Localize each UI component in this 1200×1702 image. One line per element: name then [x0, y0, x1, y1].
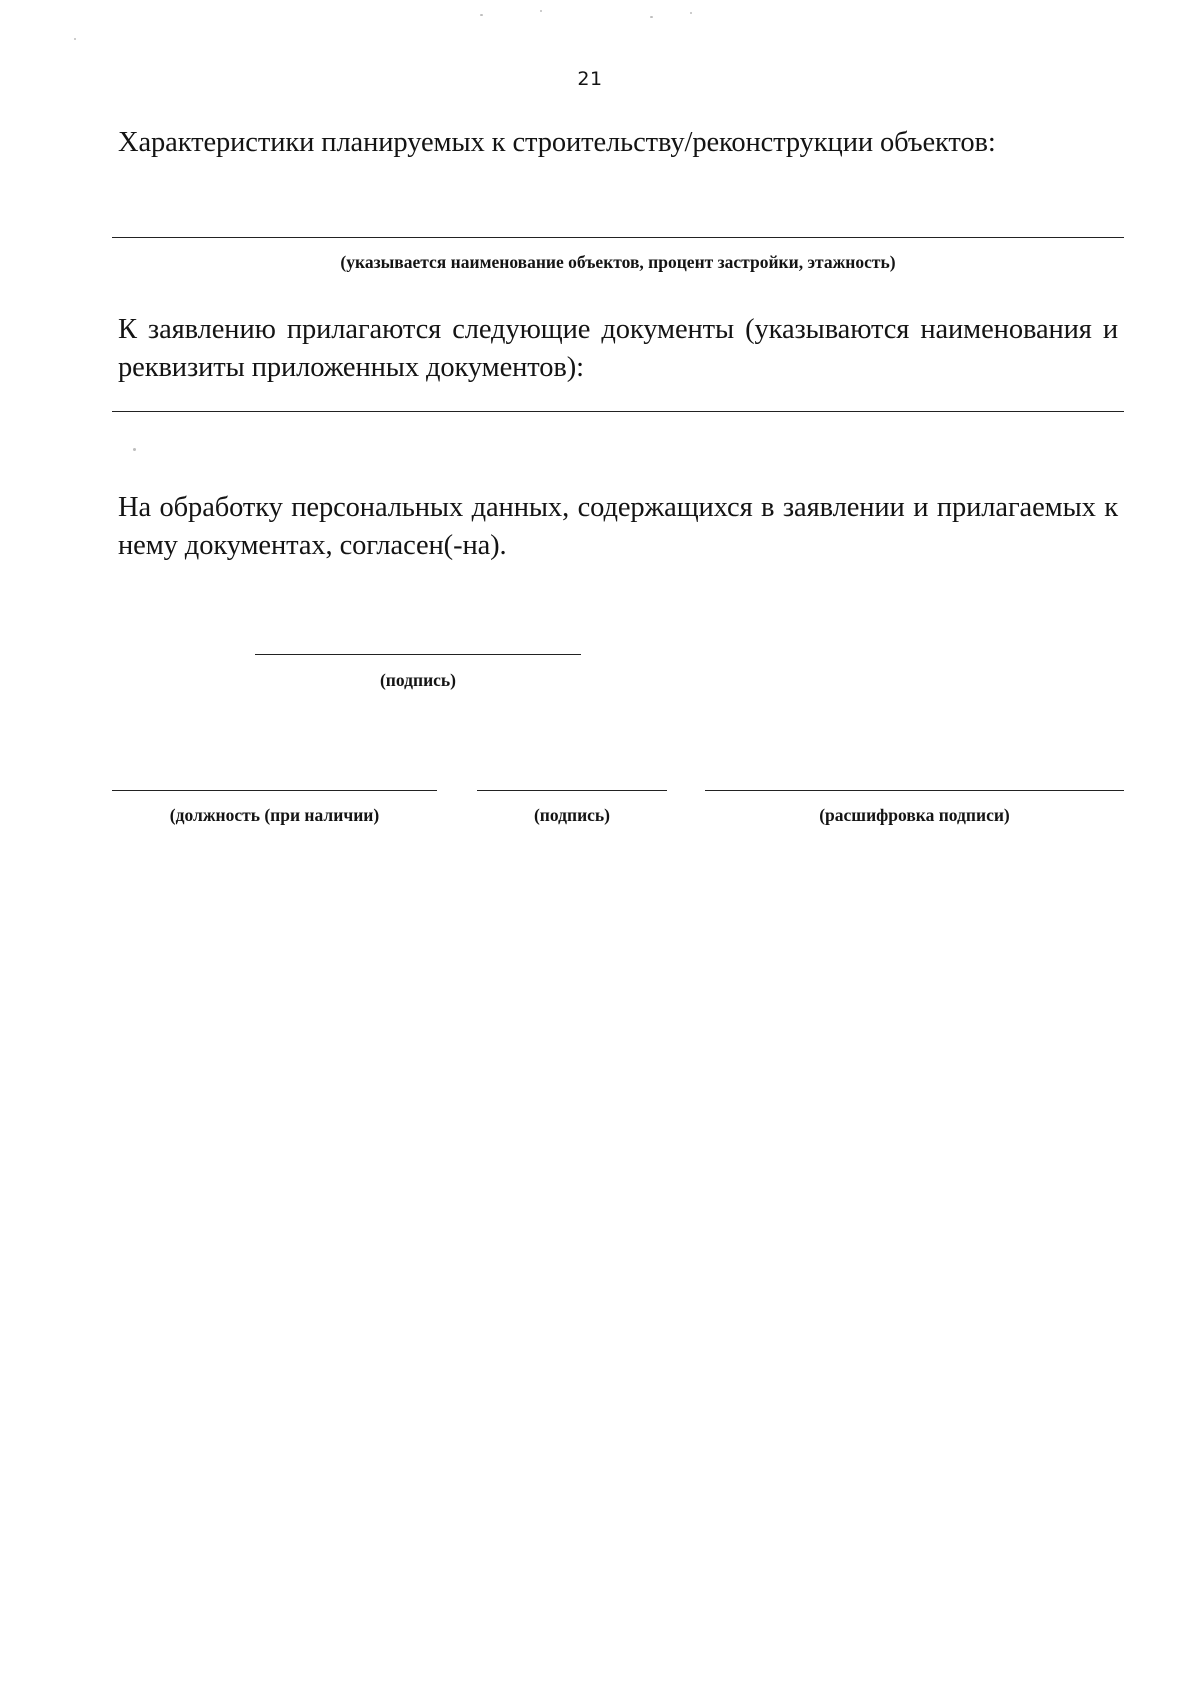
characteristics-caption: (указывается наименование объектов, процент застройки, этажность): [340, 252, 896, 272]
applicant-signature-caption: (подпись): [379, 670, 457, 690]
applicant-signature-line: [255, 654, 581, 655]
documents-fill-line: [112, 411, 1124, 412]
official-decoding-caption: (расшифровка подписи): [819, 805, 1010, 825]
page-number: 21: [577, 68, 603, 90]
documents-statement: К заявлению прилагаются следующие документы (указываются наименования и реквизиты приложенных документов):: [118, 314, 1118, 383]
scan-speck: [690, 12, 692, 14]
scan-speck: [480, 14, 483, 16]
official-position-caption: (должность (при наличии): [169, 805, 380, 825]
consent-statement: На обработку персональных данных, содержащихся в заявлении и прилагаемых к нему документах, согласен(-на).: [118, 492, 1118, 561]
scan-speck: [133, 448, 136, 451]
official-signature-line: [477, 790, 667, 791]
scan-speck: [74, 38, 76, 40]
scan-speck: [540, 10, 542, 12]
characteristics-heading: Характеристики планируемых к строительству/реконструкции объектов:: [118, 127, 996, 158]
official-position-line: [112, 790, 437, 791]
official-signature-caption: (подпись): [533, 805, 611, 825]
characteristics-fill-line: [112, 237, 1124, 238]
scan-speck: [650, 16, 653, 18]
official-decoding-line: [705, 790, 1124, 791]
